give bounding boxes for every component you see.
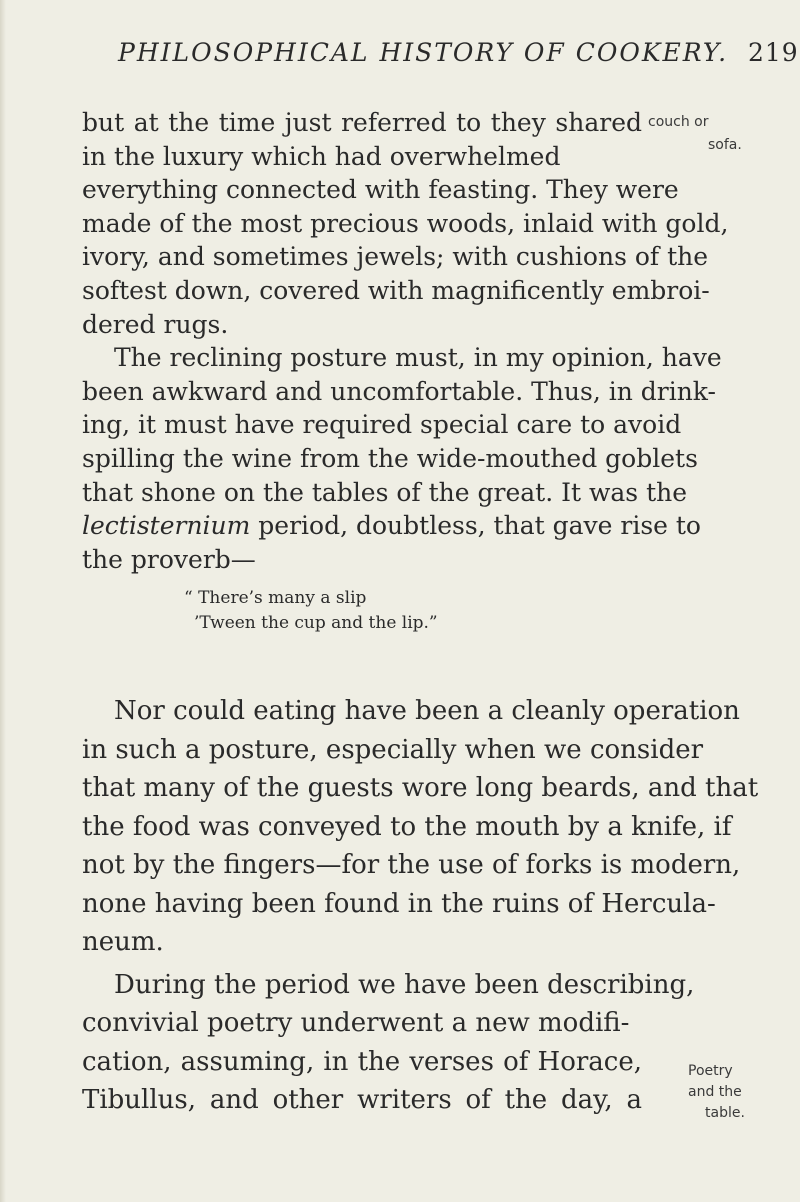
text-line: the food was conveyed to the mouth by a knife, if xyxy=(82,811,732,842)
text-line-rest: period, doubtless, that gave rise to xyxy=(250,511,701,541)
running-title: PHILOSOPHICAL HISTORY OF COOKERY. xyxy=(118,38,729,67)
margin-note-poetry: Poetry xyxy=(688,1063,733,1079)
text-line: the proverb— xyxy=(82,544,256,574)
text-line: cation, assuming, in the verses of Horace, xyxy=(82,1046,642,1077)
text-line: Nor could eating have been a cleanly operation xyxy=(114,696,740,726)
text-line: that shone on the tables of the great. It was the xyxy=(82,477,688,507)
text-line: ivory, and sometimes jewels; with cushions of the xyxy=(82,242,709,272)
margin-note-sofa: sofa. xyxy=(708,137,742,153)
margin-note-and-the: and the xyxy=(688,1084,742,1100)
italic-term: lectisternium xyxy=(82,511,251,541)
text-line: none having been found in the ruins of Hercula- xyxy=(82,888,716,919)
text-line: The reclining posture must, in my opinion, have xyxy=(114,343,722,373)
proverb-quote xyxy=(82,586,642,636)
text-line: dered rugs. xyxy=(82,309,229,339)
quote-line: ’Tween the cup and the lip.” xyxy=(194,613,438,634)
text-line: in the luxury which had overwhelmed xyxy=(82,141,561,171)
text-line: been awkward and uncomfortable. Thus, in drink- xyxy=(82,376,716,406)
scan-edge-shadow xyxy=(0,0,6,1202)
margin-note-table: table. xyxy=(705,1105,745,1121)
text-line: ing, it must have required special care to avoid xyxy=(82,410,682,440)
margin-note-couch: couch or xyxy=(648,114,709,130)
text-line: During the period we have been describing, xyxy=(114,969,695,1000)
text-line: convivial poetry underwent a new modifi- xyxy=(82,1008,630,1038)
text-line-with-italic xyxy=(82,509,701,543)
text-line: neum. xyxy=(82,927,164,957)
text-line: in such a posture, especially when we consider xyxy=(82,734,704,765)
text-line: made of the most precious woods, inlaid with gold, xyxy=(82,208,729,238)
text-line: that many of the guests wore long beards, and that xyxy=(82,773,759,803)
text-line: softest down, covered with magnificently embroi- xyxy=(82,275,710,305)
page-number: 219 xyxy=(748,38,799,67)
text-line: not by the fingers—for the use of forks is modern, xyxy=(82,850,741,880)
quote-line: “ There’s many a slip xyxy=(184,588,367,609)
text-line: spilling the wine from the wide-mouthed goblets xyxy=(82,443,698,473)
text-line: but at the time just referred to they shared xyxy=(82,108,642,137)
text-line: Tibullus, and other writers of the day, a xyxy=(82,1085,642,1115)
text-line: everything connected with feasting. They were xyxy=(82,175,679,205)
running-head xyxy=(118,38,799,67)
